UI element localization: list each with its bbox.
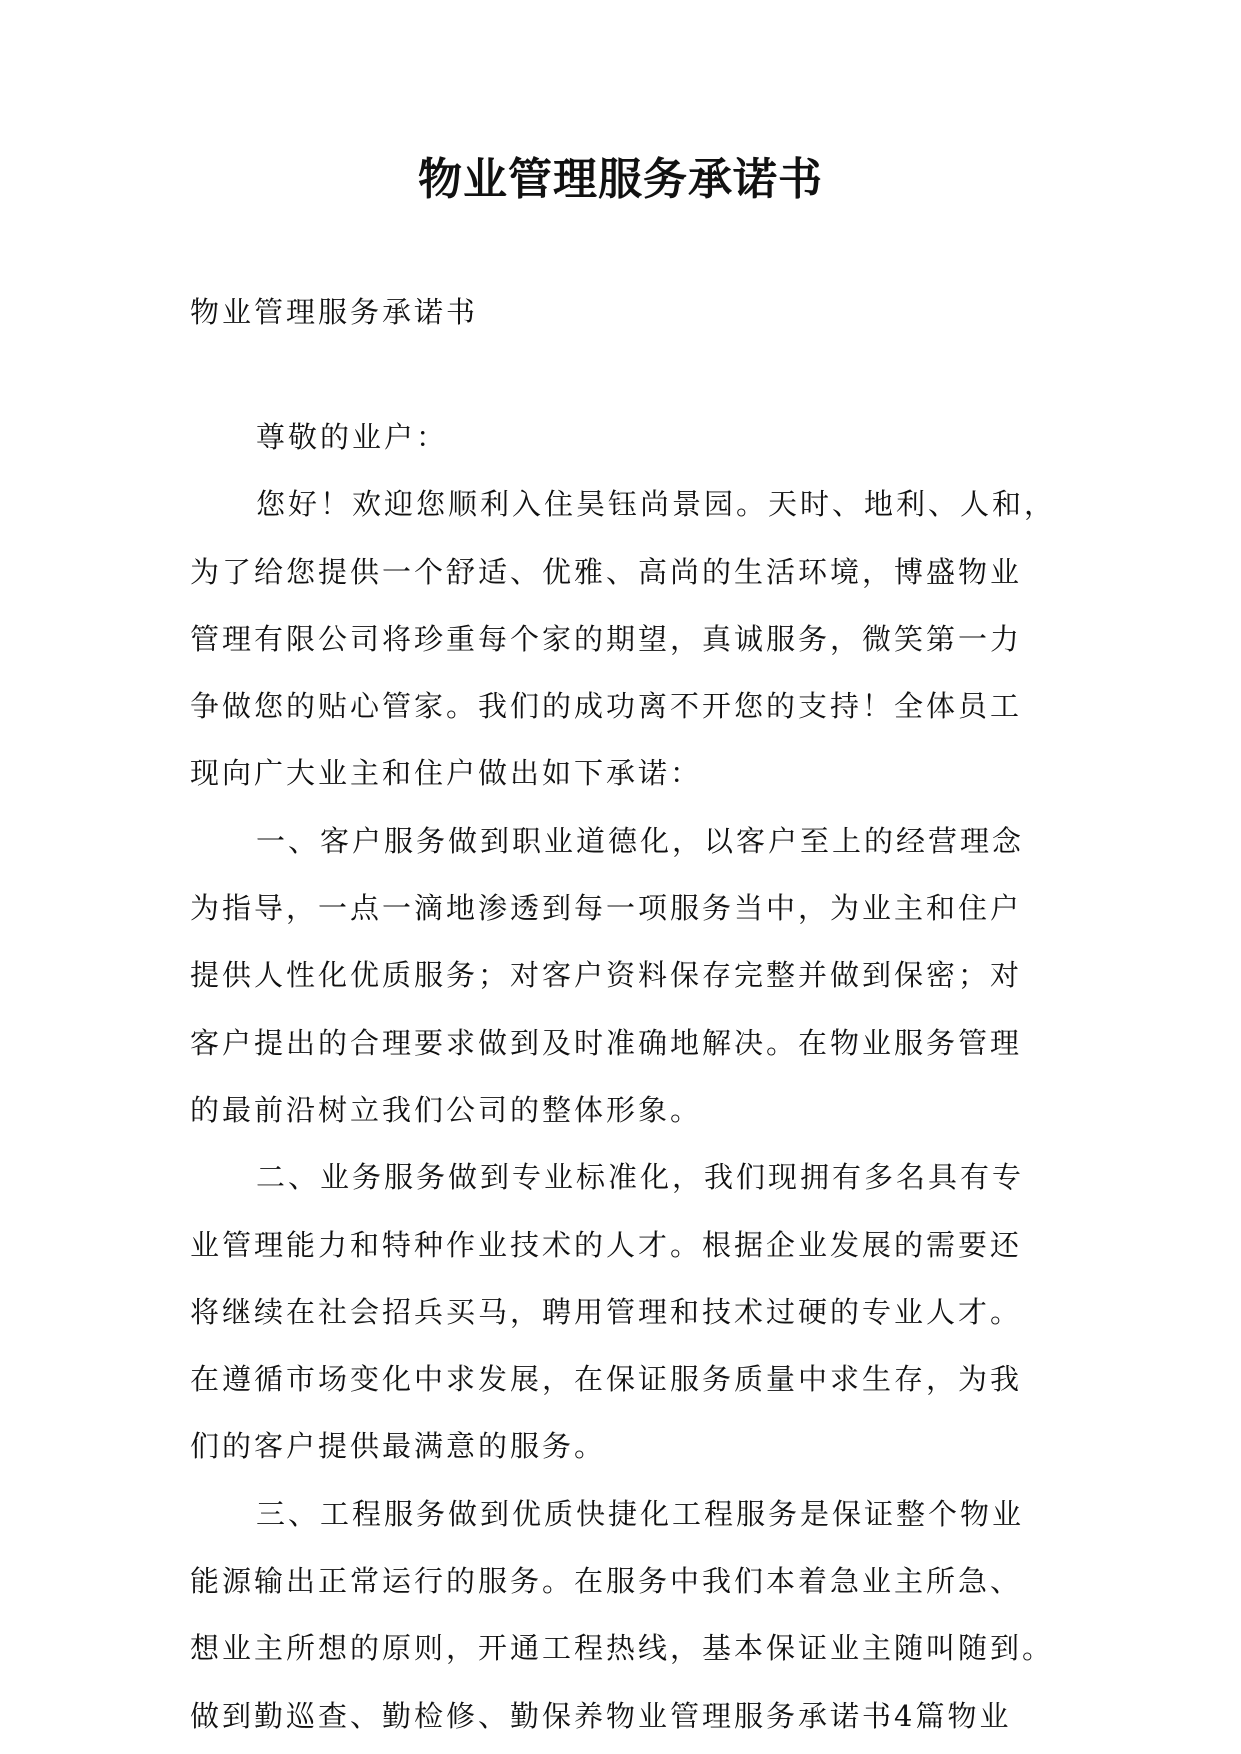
body-line: 们的客户提供最满意的服务。 [190, 1429, 607, 1464]
document-body [190, 404, 1060, 1750]
body-line: 的最前沿树立我们公司的整体形象。 [190, 1092, 703, 1127]
body-line: 将继续在社会招兵买马，聘用管理和技术过硬的专业人才。 [190, 1294, 1023, 1329]
body-line: 您好！欢迎您顺利入住昊钰尚景园。天时、地利、人和， [256, 487, 1057, 522]
body-line: 提供人性化优质服务；对客户资料保存完整并做到保密；对 [190, 958, 1023, 993]
body-line: 为了给您提供一个舒适、优雅、高尚的生活环境，博盛物业 [190, 554, 1023, 589]
body-line: 做到勤巡查、勤检修、勤保养物业管理服务承诺书4篇物业 [190, 1698, 1012, 1733]
body-line: 管理有限公司将珍重每个家的期望，真诚服务，微笑第一力 [190, 621, 1023, 656]
body-line: 在遵循市场变化中求发展，在保证服务质量中求生存，为我 [190, 1362, 1023, 1397]
document-subtitle: 物业管理服务承诺书 [190, 295, 479, 329]
document-title: 物业管理服务承诺书 [418, 154, 823, 205]
body-line: 现向广大业主和住户做出如下承诺： [190, 756, 703, 791]
body-line: 三、工程服务做到优质快捷化工程服务是保证整个物业 [256, 1496, 1025, 1531]
body-line: 争做您的贴心管家。我们的成功离不开您的支持！全体员工 [190, 689, 1023, 724]
body-line: 业管理能力和特种作业技术的人才。根据企业发展的需要还 [190, 1227, 1023, 1262]
body-line: 为指导，一点一滴地渗透到每一项服务当中，为业主和住户 [190, 891, 1023, 926]
body-line: 尊敬的业户： [256, 420, 449, 454]
body-line: 能源输出正常运行的服务。在服务中我们本着急业主所急、 [190, 1564, 1023, 1599]
body-line: 想业主所想的原则，开通工程热线，基本保证业主随叫随到。 [190, 1631, 1055, 1666]
body-line: 一、客户服务做到职业道德化，以客户至上的经营理念 [256, 823, 1025, 858]
body-line: 客户提出的合理要求做到及时准确地解决。在物业服务管理 [190, 1025, 1023, 1060]
body-line: 二、业务服务做到专业标准化，我们现拥有多名具有专 [256, 1160, 1025, 1195]
